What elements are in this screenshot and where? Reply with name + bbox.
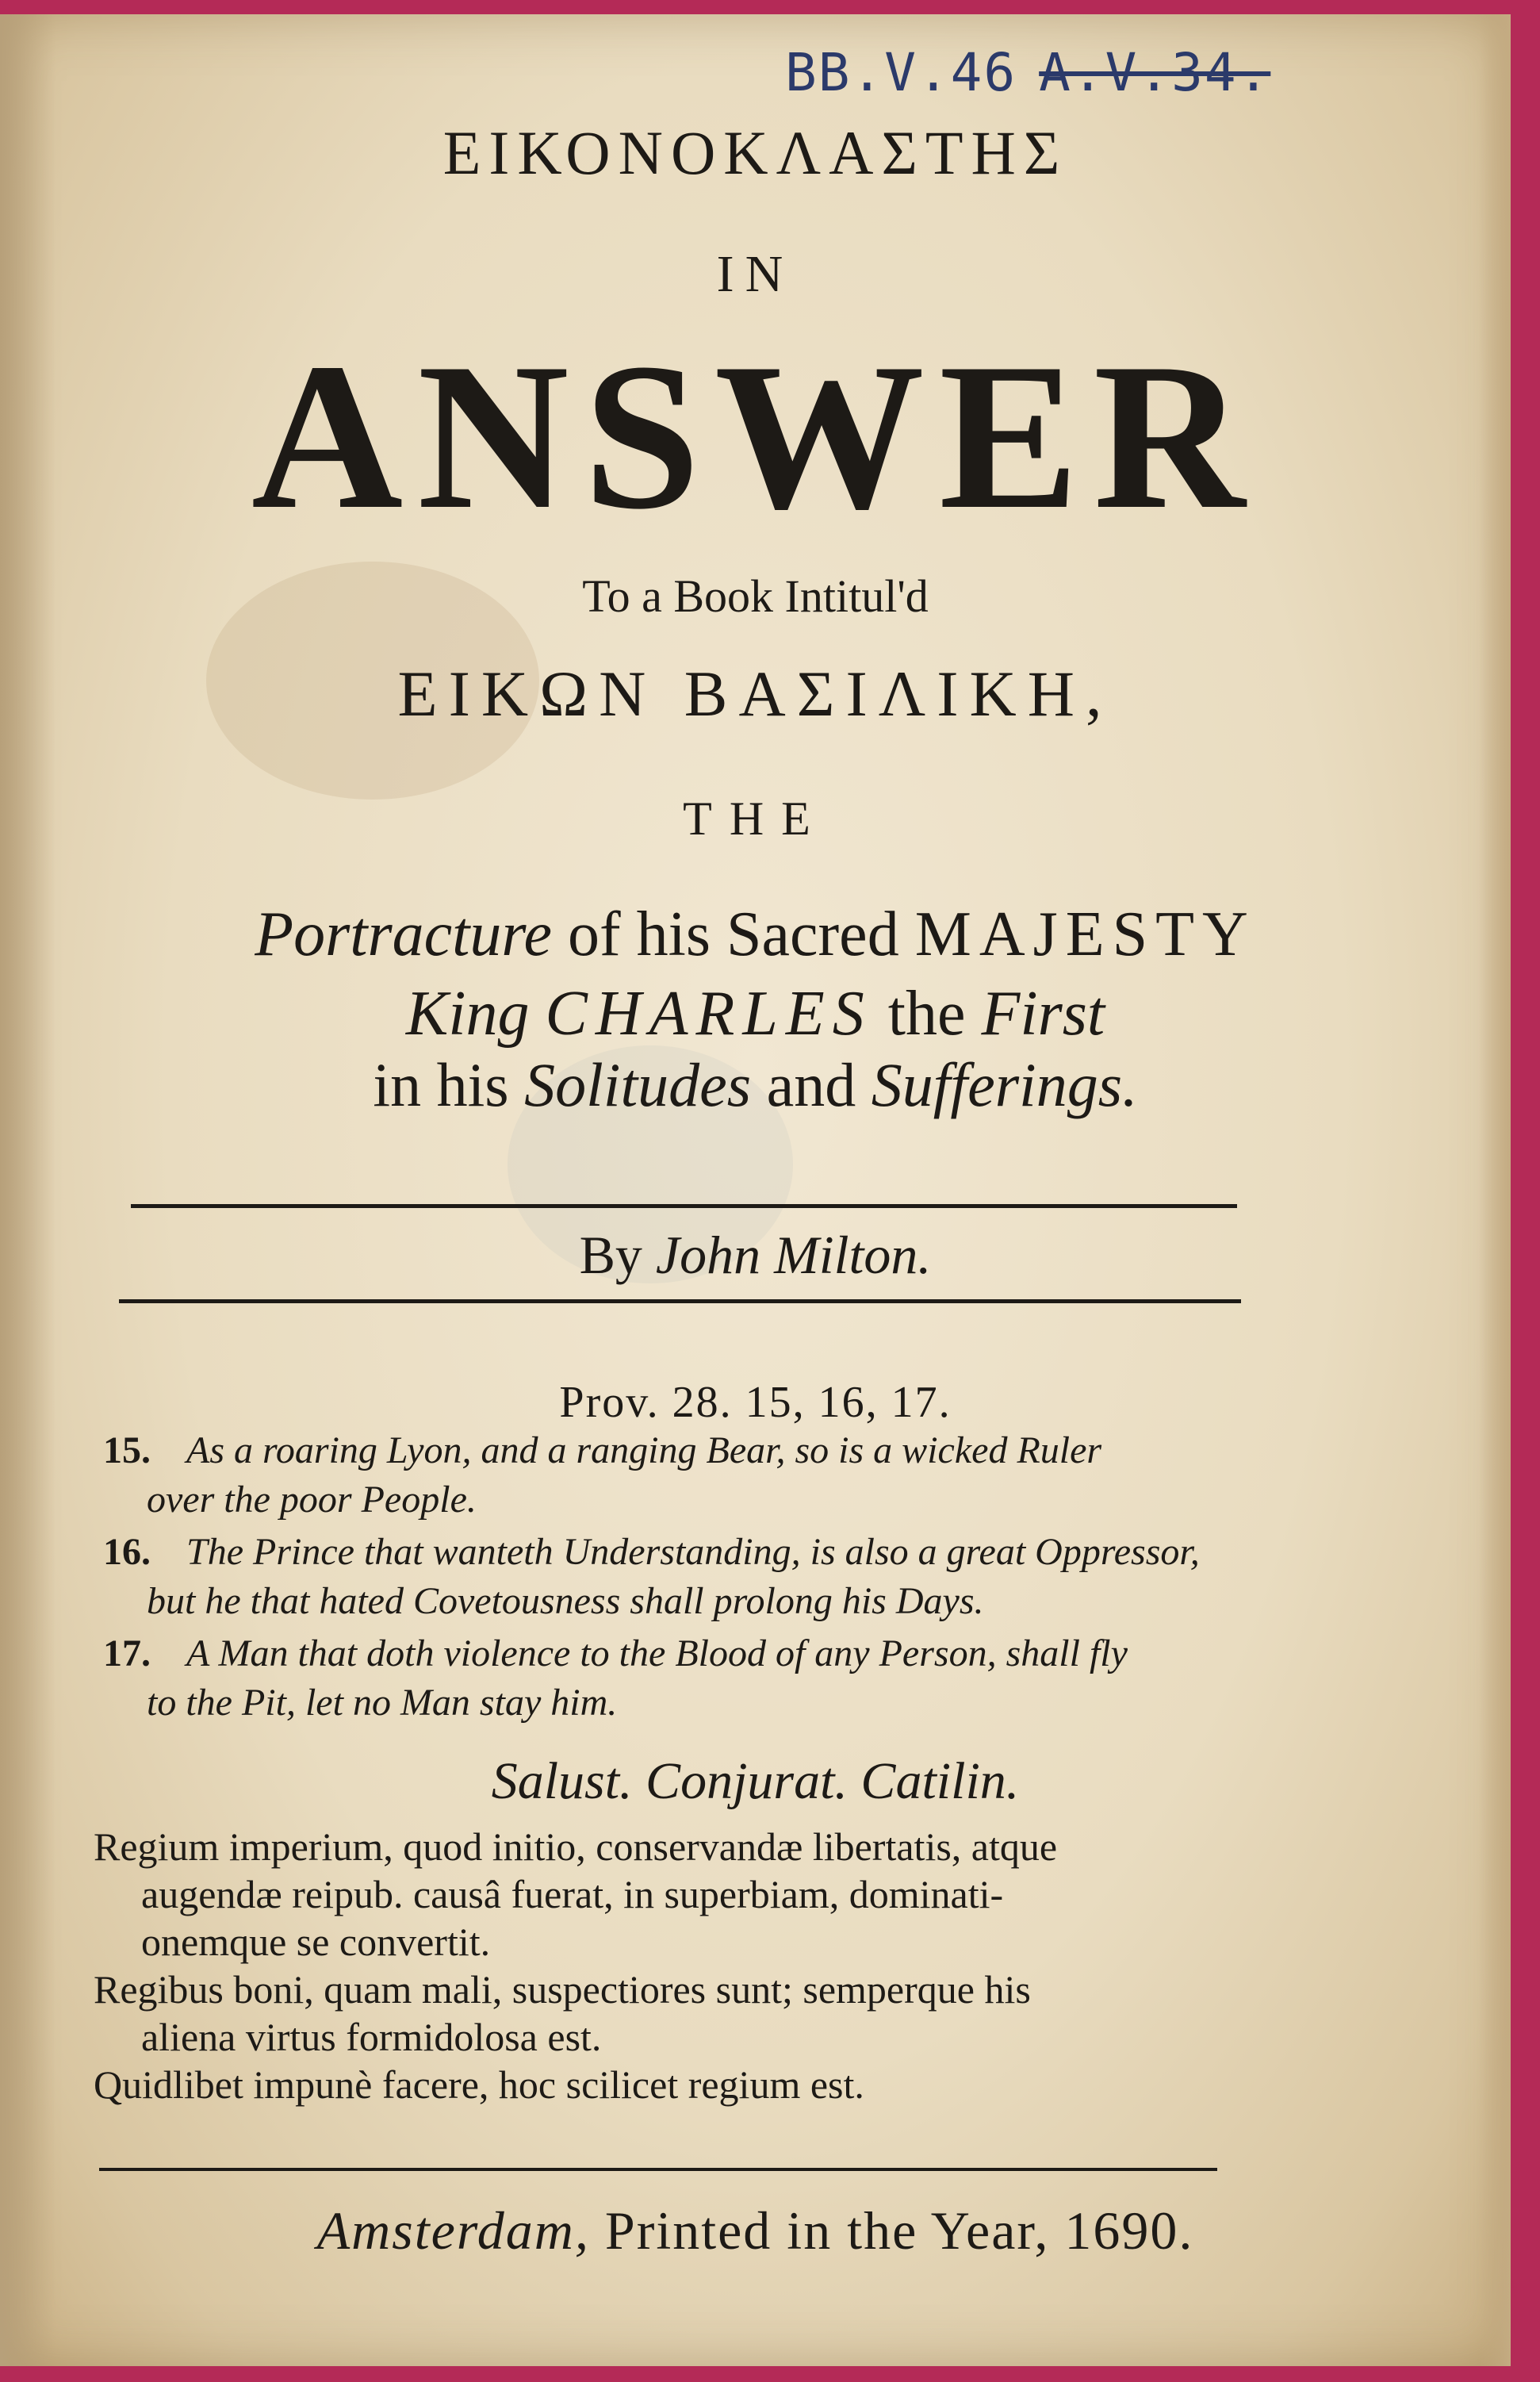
- author-line: [0, 1224, 1511, 1287]
- title-to-book: To a Book Intitul'd: [582, 570, 929, 622]
- title-in: IN: [716, 245, 795, 303]
- rule-imprint: [99, 2168, 1217, 2171]
- portracture-word: Portracture: [255, 899, 553, 969]
- title-line1-mid: of his Sacred: [552, 899, 915, 969]
- verse-16: [103, 1528, 1467, 1626]
- title-the: THE: [683, 792, 828, 845]
- shelfmark: [785, 42, 1270, 103]
- in-his-words: in his: [373, 1050, 525, 1119]
- rule-top: [131, 1204, 1237, 1208]
- and-word: and: [751, 1050, 872, 1119]
- title-page: [0, 14, 1511, 2366]
- author-name: John Milton.: [655, 1225, 932, 1285]
- solitudes-word: Solitudes: [524, 1050, 752, 1119]
- latin-line: onemque se convertit.: [141, 1920, 491, 1964]
- rule-bottom: [119, 1299, 1241, 1303]
- verse-line: over the poor People.: [147, 1479, 477, 1521]
- verse-line: but he that hated Covetousness shall prolong his Days.: [147, 1580, 984, 1622]
- greek-title: ΕΙΚΟΝΟΚΛΑΣΤΗΣ: [442, 118, 1068, 187]
- verse-number: 17.: [103, 1632, 151, 1674]
- verse-line: The Prince that wanteth Understanding, is also a great Oppressor,: [186, 1531, 1200, 1573]
- king-word: King: [405, 979, 546, 1049]
- latin-line: augendæ reipub. causâ fuerat, in superbiam, dominati-: [141, 1872, 1004, 1916]
- first-word: First: [981, 979, 1105, 1049]
- latin-line: Quidlibet impunè facere, hoc scilicet regium est.: [94, 2062, 864, 2107]
- verse-line: to the Pit, let no Man stay him.: [147, 1682, 618, 1724]
- verse-15: [103, 1426, 1467, 1525]
- shelfmark-old: A.V.34.: [1039, 42, 1271, 103]
- latin-line: Regibus boni, quam mali, suspectiores sunt; semperque his: [94, 1967, 1031, 2012]
- imprint-text: Printed in the Year, 1690.: [589, 2200, 1194, 2261]
- the-word: the: [872, 979, 982, 1049]
- title-answer: ANSWER: [251, 320, 1260, 553]
- imprint-place: Amsterdam,: [316, 2200, 590, 2261]
- author-by: By: [579, 1225, 642, 1285]
- latin-source-reference: Salust. Conjurat. Catilin.: [491, 1752, 1020, 1810]
- title-line-king: [0, 978, 1511, 1050]
- verse-line: As a roaring Lyon, and a ranging Bear, so is a wicked Ruler: [186, 1429, 1102, 1471]
- title-line-solitudes: [0, 1049, 1511, 1121]
- majesty-word: MAJESTY: [914, 899, 1256, 969]
- sufferings-word: Sufferings.: [871, 1050, 1138, 1119]
- verse-number: 16.: [103, 1531, 151, 1573]
- charles-word: CHARLES: [545, 979, 872, 1049]
- latin-line: Regium imperium, quod initio, conservandæ libertatis, atque: [94, 1824, 1058, 1869]
- scripture-reference: Prov. 28. 15, 16, 17.: [559, 1378, 952, 1427]
- imprint: [0, 2200, 1511, 2262]
- latin-line: aliena virtus formidolosa est.: [141, 2015, 602, 2059]
- latin-quotation: [94, 1823, 1442, 2108]
- greek-book-title: ΕΙΚΩΝ ΒΑΣΙΛΙΚΗ,: [397, 658, 1113, 730]
- title-line-portracture: [0, 899, 1511, 971]
- shelfmark-current: BB.V.46: [785, 42, 1017, 103]
- verse-line: A Man that doth violence to the Blood of any Person, shall fly: [186, 1632, 1128, 1674]
- verse-17: [103, 1629, 1467, 1728]
- verse-number: 15.: [103, 1429, 151, 1471]
